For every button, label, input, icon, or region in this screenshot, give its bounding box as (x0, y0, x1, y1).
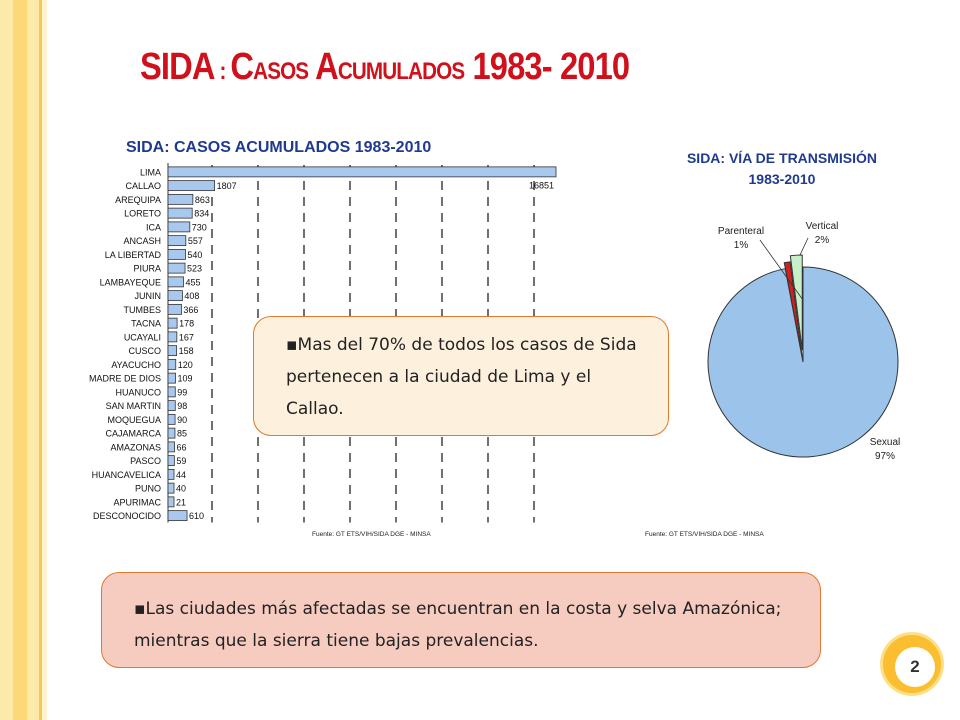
bar-category-label: HUANUCO (115, 387, 161, 398)
bar-category-label: JUNIN (134, 291, 161, 302)
bar-value-label: 16851 (528, 180, 554, 191)
bar (168, 373, 176, 383)
page-number-badge (880, 632, 944, 696)
bar (168, 401, 175, 411)
pie-label-parenteral-name: Parenteral (717, 226, 765, 237)
bar-value-label: 109 (177, 373, 193, 384)
bar-value-label: 610 (189, 511, 205, 522)
bar-category-label: AMAZONAS (110, 442, 161, 453)
bar-value-label: 178 (179, 318, 195, 329)
bar-category-label: LAMBAYEQUE (99, 277, 161, 288)
bar (168, 387, 175, 397)
bar-category-label: ICA (145, 222, 161, 233)
title-cumulados: CUMULADOS (337, 58, 465, 85)
bar-value-label: 455 (185, 277, 201, 288)
bar (168, 414, 175, 424)
callout-regions-text: ▪Las ciudades más afectadas se encuentran en la costa y selva Amazónica; mientras que la sierra tiene bajas prevalencias. (134, 599, 782, 651)
bar-value-label: 120 (177, 359, 193, 370)
pie-label-sexual-pct: 97% (874, 451, 896, 462)
bar-value-label: 158 (178, 346, 194, 357)
bar-category-label: CAJAMARCA (105, 428, 161, 439)
bar-category-label: LA LIBERTAD (104, 249, 161, 260)
bar-value-label: 834 (194, 208, 210, 219)
bar-value-label: 85 (176, 428, 187, 439)
bar-category-label: HUANCAVELICA (91, 469, 161, 480)
bar-value-label: 167 (178, 332, 194, 343)
bar-value-label: 21 (176, 497, 187, 508)
bar-value-label: 40 (176, 483, 187, 494)
bar-category-label: CUSCO (128, 346, 161, 357)
bar (168, 304, 181, 314)
bar-category-label: ANCASH (123, 236, 161, 247)
bar-value-label: 99 (177, 387, 188, 398)
bar-value-label: 557 (187, 236, 203, 247)
title-prefix: SIDA (140, 46, 215, 88)
title-a: A (315, 46, 338, 88)
bar (168, 194, 193, 204)
bar (168, 469, 174, 479)
bar-value-label: 66 (176, 442, 187, 453)
pie-slice (708, 267, 898, 457)
bar (168, 442, 175, 452)
bar-category-label: AREQUIPA (115, 194, 161, 205)
bar (168, 181, 215, 191)
bar (168, 318, 177, 328)
bar-category-label: LIMA (139, 167, 161, 178)
bar (168, 359, 176, 369)
bar (168, 291, 182, 301)
bar-category-label: APURIMAC (113, 497, 161, 508)
bar-category-label: AYACUCHO (111, 359, 161, 370)
bar (168, 277, 183, 287)
pie-chart (708, 238, 898, 457)
bar-value-label: 366 (183, 304, 199, 315)
bar (168, 222, 190, 232)
bar-value-label: 59 (176, 456, 187, 467)
bar-category-label: SAN MARTIN (105, 401, 161, 412)
bar (168, 497, 174, 507)
bar-value-label: 408 (184, 291, 200, 302)
title-sep: : (214, 58, 231, 85)
bar (168, 456, 174, 466)
pie-label-sexual-name: Sexual (869, 437, 901, 448)
title-years: 1983- 2010 (464, 46, 630, 88)
bar (168, 483, 174, 493)
pie-label-vertical-name: Vertical (805, 221, 839, 232)
pie-leader-line (800, 238, 808, 255)
bar-value-label: 98 (177, 401, 188, 412)
pie-chart-title: SIDA: VÍA DE TRANSMISIÓN (686, 150, 878, 166)
bar-category-label: TUMBES (123, 304, 161, 315)
bar-category-label: PUNO (134, 483, 161, 494)
bar-category-label: UCAYALI (123, 332, 161, 343)
bar-chart-title: SIDA: CASOS ACUMULADOS 1983-2010 (126, 139, 432, 156)
bar-value-label: 44 (176, 469, 187, 480)
callout-lima-callao (253, 316, 669, 436)
title-asos: ASOS (253, 58, 309, 85)
bar (168, 249, 185, 259)
bar (168, 208, 192, 218)
bar-value-label: 730 (191, 222, 207, 233)
bar-value-label: 523 (187, 263, 203, 274)
pie-chart-subtitle: 1983-2010 (748, 171, 816, 187)
bar-category-label: PIURA (133, 263, 161, 274)
bar-category-label: TACNA (131, 318, 161, 329)
bar-value-label: 90 (177, 414, 188, 425)
title-c: C (230, 46, 254, 88)
bar (168, 332, 177, 342)
bar (168, 263, 185, 273)
bar-value-label: 863 (194, 194, 210, 205)
pie-label-parenteral-pct: 1% (733, 240, 749, 251)
bar-category-label: DESCONOCIDO (92, 511, 161, 522)
bar-category-label: CALLAO (125, 181, 161, 192)
bar-category-label: MOQUEGUA (107, 414, 161, 425)
bar-value-label: 540 (187, 249, 203, 260)
bar (168, 511, 187, 521)
callout-regions (101, 572, 821, 668)
bar (168, 236, 186, 246)
page-number: 2 (895, 647, 935, 687)
bar-category-label: LORETO (124, 208, 161, 219)
callout-lima-callao-text: ▪Mas del 70% de todos los casos de Sida pertenecen a la ciudad de Lima y el Callao. (286, 335, 637, 419)
bar (168, 428, 175, 438)
bar (168, 346, 177, 356)
pie-chart-source: Fuente: GT ETS/VIH/SIDA DGE - MINSA (645, 531, 764, 538)
pie-label-vertical-pct: 2% (814, 235, 830, 246)
bar-category-label: MADRE DE DIOS (88, 373, 161, 384)
bar-chart-source: Fuente: GT ETS/VIH/SIDA DGE - MINSA (312, 531, 431, 538)
bar-category-label: PASCO (130, 456, 161, 467)
bar (168, 167, 556, 177)
bar-value-label: 1807 (216, 181, 237, 192)
